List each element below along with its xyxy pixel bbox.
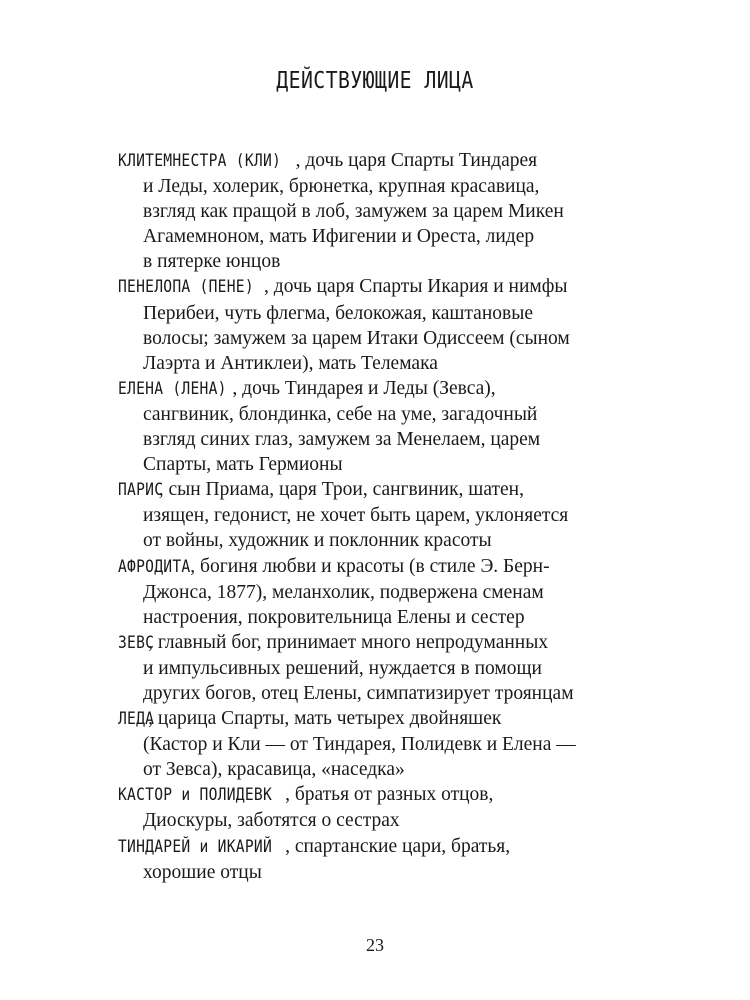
entry-line: Агамемноном, мать Ифигении и Ореста, лидер: [143, 226, 535, 248]
character-name: ТИНДАРЕЙ и ИКАРИЙ: [118, 836, 273, 857]
character-entry-tindarei-ikarii: [118, 834, 618, 885]
character-entry-zevs: [118, 630, 618, 706]
entry-line: взгляд как пращой в лоб, замужем за царем Микен: [143, 201, 564, 223]
entry-first-line: [118, 274, 618, 300]
character-name: АФРОДИТА: [118, 556, 191, 577]
entry-first-line: [118, 554, 618, 580]
entry-text: , братья от разных отцов,: [285, 784, 494, 806]
entry-text: , спартанские цари, братья,: [285, 835, 511, 857]
entry-line: Джонса, 1877), меланхолик, подвержена сменам: [143, 581, 544, 603]
entry-line: сангвиник, блондинка, себе на уме, загадочный: [143, 403, 538, 425]
entry-text: , дочь царя Спарты Тиндарея: [295, 150, 538, 171]
character-entry-afrodita: [118, 554, 618, 630]
character-name: ЗЕВС: [118, 632, 155, 653]
entry-line: Лаэрта и Антиклеи), мать Телемака: [143, 352, 438, 374]
entry-line: хорошие отцы: [143, 861, 262, 883]
entry-line: взгляд синих глаз, замужем за Менелаем, царем: [143, 429, 541, 451]
character-name: ЛЕДА: [118, 709, 155, 730]
character-entry-paris: [118, 477, 618, 553]
character-name: ПЕНЕЛОПА (ПЕНЕ): [118, 277, 254, 298]
entry-line: Перибеи, чуть флегма, белокожая, каштановые: [143, 302, 533, 324]
character-entry-klitemnestra: [118, 148, 618, 274]
entry-line: настроения, покровительница Елены и сестер: [143, 606, 525, 628]
character-entry-penelopa: [118, 274, 618, 375]
character-entry-leda: [118, 706, 618, 782]
character-list: [118, 148, 618, 885]
entry-line: и импульсивных решений, нуждается в помощи: [143, 657, 542, 679]
entry-first-line: [118, 630, 618, 656]
entry-line: от Зевса), красавица, «наседка»: [143, 759, 405, 781]
entry-text: , сын Приама, царя Трои, сангвиник, шатен,: [158, 479, 524, 501]
character-name: ЕЛЕНА (ЛЕНА): [118, 378, 227, 399]
entry-first-line: [118, 834, 618, 860]
entry-text: , богиня любви и красоты (в стиле Э. Берн-: [190, 555, 550, 577]
entry-first-line: [118, 148, 618, 174]
entry-line: Диоскуры, заботятся о сестрах: [143, 810, 400, 832]
entry-line: Спарты, мать Гермионы: [143, 454, 343, 476]
entry-line: в пятерке юнцов: [143, 251, 281, 273]
entry-first-line: [118, 706, 618, 732]
entry-text: , дочь Тиндарея и Леды (Зевса),: [232, 377, 496, 399]
entry-first-line: [118, 376, 618, 402]
entry-first-line: [118, 782, 618, 808]
entry-line: и Леды, холерик, брюнетка, крупная красавица,: [143, 176, 540, 198]
entry-line: (Кастор и Кли — от Тиндарея, Полидевк и Елена —: [143, 734, 576, 756]
entry-line: других богов, отец Елены, симпатизирует троянцам: [143, 682, 574, 704]
character-name: КАСТОР и ПОЛИДЕВК: [118, 785, 273, 806]
entry-text: , дочь царя Спарты Икария и нимфы: [264, 276, 568, 298]
entry-text: , главный бог, принимает много непродуманных: [148, 631, 549, 653]
page-title: ДЕЙСТВУЮЩИЕ ЛИЦА: [276, 68, 474, 94]
entry-text: , царица Спарты, мать четырех двойняшек: [148, 708, 502, 730]
character-name: ПАРИС: [118, 480, 164, 501]
character-entry-elena: [118, 376, 618, 477]
entry-first-line: [118, 477, 618, 503]
page-number: 23: [366, 935, 384, 955]
character-name: КЛИТЕМНЕСТРА (КЛИ): [118, 151, 282, 171]
entry-line: от войны, художник и поклонник красоты: [143, 530, 492, 552]
entry-line: волосы; замужем за царем Итаки Одиссеем (сыном: [143, 327, 570, 349]
entry-line: изящен, гедонист, не хочет быть царем, уклоняется: [143, 505, 569, 527]
character-entry-kastor-polidevk: [118, 782, 618, 833]
